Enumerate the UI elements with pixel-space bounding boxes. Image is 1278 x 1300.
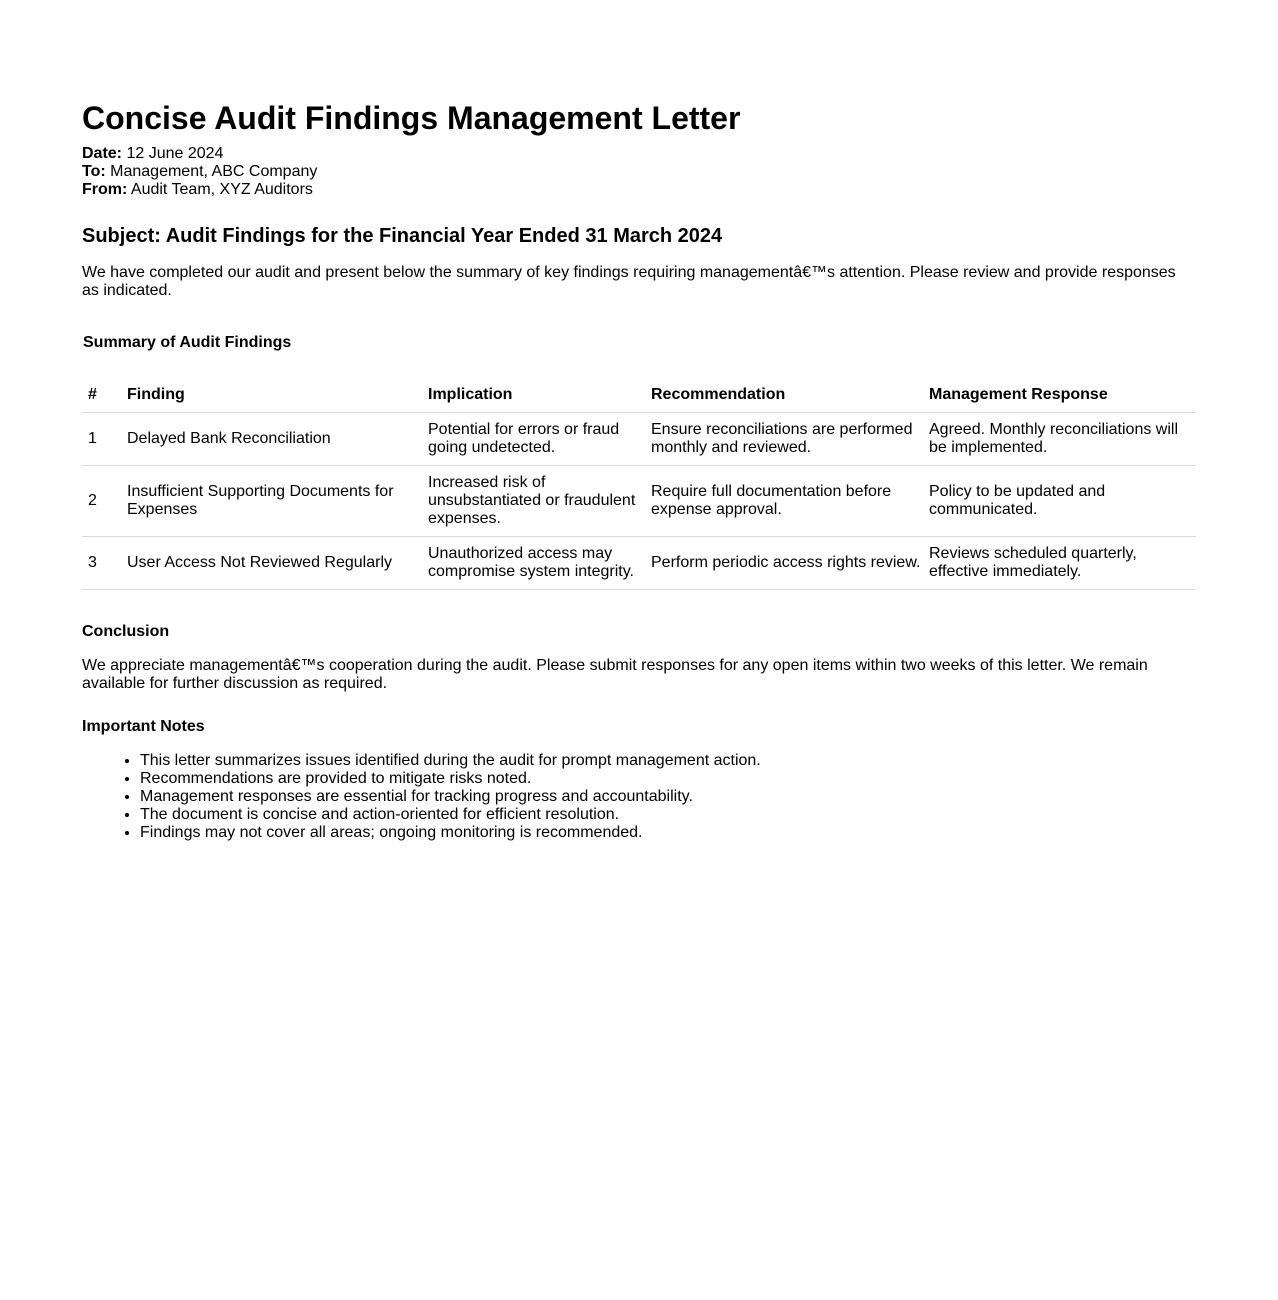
- list-item: • Management responses are essential for tracking progress and accountability.: [140, 788, 1196, 806]
- cell-finding: Insufficient Supporting Documents for Expenses: [121, 466, 422, 537]
- intro-paragraph: We have completed our audit and present below the summary of key findings requiring managementâ€™s attention. Please review and provide responses as indicated.: [82, 264, 1176, 299]
- findings-table: [82, 377, 1196, 590]
- cell-num: 1: [82, 413, 121, 466]
- cell-num: 3: [82, 537, 121, 590]
- cell-implication: Increased risk of unsubstantiated or fraudulent expenses.: [422, 466, 645, 537]
- notes-list: [82, 752, 1196, 842]
- date-label: Date:: [82, 145, 123, 162]
- cell-implication: Potential for errors or fraud going undetected.: [422, 413, 645, 466]
- cell-implication: Unauthorized access may compromise system integrity.: [422, 537, 645, 590]
- header-response: Management Response: [923, 377, 1196, 413]
- to-value: Management, ABC Company: [110, 163, 318, 180]
- table-caption: Summary of Audit Findings: [83, 334, 292, 351]
- cell-response: Reviews scheduled quarterly, effective immediately.: [923, 537, 1196, 590]
- header-finding: Finding: [121, 377, 422, 413]
- subject-heading: Subject: Audit Findings for the Financial Year Ended 31 March 2024: [82, 225, 723, 247]
- cell-recommendation: Ensure reconciliations are performed monthly and reviewed.: [645, 413, 923, 466]
- list-item: • The document is concise and action-oriented for efficient resolution.: [140, 806, 1196, 824]
- cell-recommendation: Perform periodic access rights review.: [645, 537, 923, 590]
- list-item: • This letter summarizes issues identified during the audit for prompt management action.: [140, 752, 1196, 770]
- header-recommendation: Recommendation: [645, 377, 923, 413]
- from-value: Audit Team, XYZ Auditors: [130, 181, 313, 198]
- to-line: [82, 163, 1196, 181]
- conclusion-heading: Conclusion: [82, 623, 170, 640]
- table-row: [82, 537, 1196, 590]
- from-label: From:: [82, 181, 128, 198]
- letter-meta: [82, 145, 1196, 199]
- date-line: [82, 145, 1196, 163]
- table-row: [82, 413, 1196, 466]
- list-item: • Findings may not cover all areas; ongoing monitoring is recommended.: [140, 824, 1196, 842]
- cell-finding: User Access Not Reviewed Regularly: [121, 537, 422, 590]
- page-title: Concise Audit Findings Management Letter: [82, 100, 741, 136]
- cell-response: Policy to be updated and communicated.: [923, 466, 1196, 537]
- from-line: [82, 181, 1196, 199]
- cell-finding: Delayed Bank Reconciliation: [121, 413, 422, 466]
- conclusion-paragraph: We appreciate managementâ€™s cooperation during the audit. Please submit responses for any open items within two weeks of this letter. We remain available for further discussion as required.: [82, 657, 1148, 692]
- header-implication: Implication: [422, 377, 645, 413]
- table-header-row: [82, 377, 1196, 413]
- to-label: To:: [82, 163, 106, 180]
- cell-recommendation: Require full documentation before expense approval.: [645, 466, 923, 537]
- cell-response: Agreed. Monthly reconciliations will be implemented.: [923, 413, 1196, 466]
- list-item: • Recommendations are provided to mitigate risks noted.: [140, 770, 1196, 788]
- table-row: [82, 466, 1196, 537]
- notes-heading: Important Notes: [82, 718, 205, 735]
- date-value: 12 June 2024: [126, 145, 224, 162]
- cell-num: 2: [82, 466, 121, 537]
- header-num: #: [82, 377, 121, 413]
